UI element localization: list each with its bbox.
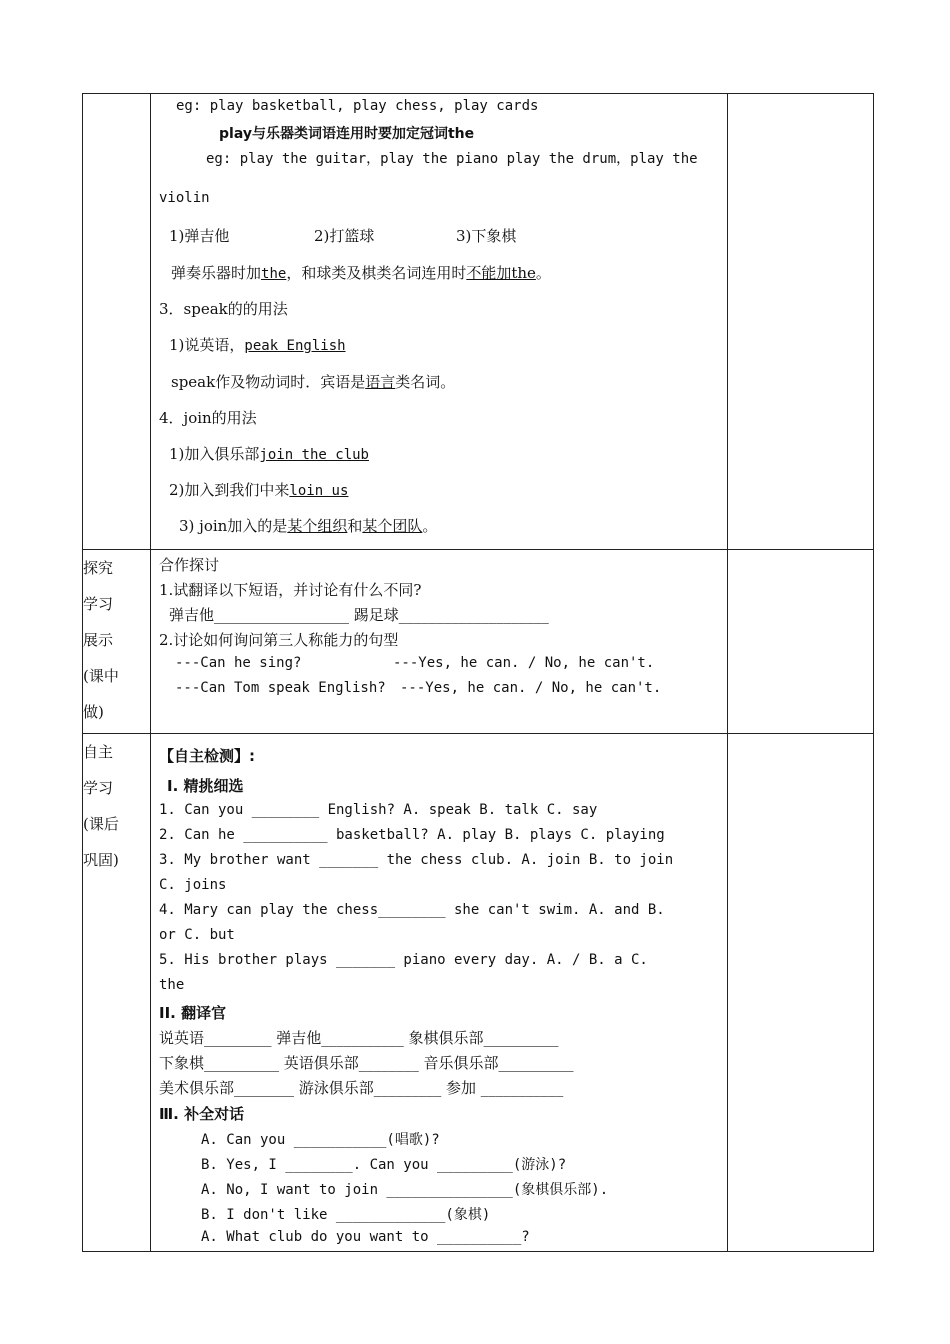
dialogue-line: B. Yes, I ________. Can you _________(游泳)? [201,1157,567,1173]
side-label-line: (课后 [83,815,119,833]
notes-cell [728,550,874,734]
section-heading: 3．speak的的用法 [159,300,288,318]
example-line: eg: play the guitar，play the piano play the drum，play the [206,151,698,167]
side-label-line: 做) [83,703,104,721]
dialogue-line: A. No, I want to join _______________(象棋俱乐部). [201,1182,609,1198]
section-heading: 合作探讨 [159,556,220,574]
side-label-line: 展示 [83,631,114,649]
side-label-self-study [83,734,151,1252]
phrase-3: 3)下象棋 [456,227,517,245]
content-cell-usage [151,94,728,550]
section-heading: Ⅲ. 补全对话 [159,1105,245,1123]
rule-note [179,515,437,536]
question-5-cont: the [159,977,185,993]
text: 2)加入到我们中来 [169,481,290,499]
dialogue-line: A. What club do you want to __________? [201,1229,530,1245]
text: ，和球类及棋类名词连用时 [286,264,467,282]
dialogue-line: B. I don't like _____________(象棋) [201,1207,491,1223]
translate-line: 说英语_________ 弹吉他___________ 象棋俱乐部__________ [159,1029,559,1047]
side-label-line: 巩固) [83,851,119,869]
section-heading: I. 精挑细选 [167,777,244,795]
phrase-2: 2)打篮球 [314,227,375,245]
underlined-text: join the club [259,447,369,463]
rule-note [171,262,551,283]
content-cell-self-check [151,734,728,1252]
text: 类名词。 [395,373,456,391]
dialogue-a: ---Yes, he can. / No, he can't. [400,680,662,696]
phrase-line [169,443,369,464]
section-heading: 【自主检测】: [159,747,255,765]
side-label-line: 探究 [83,559,114,577]
question-2: 2. Can he __________ basketball? A. play B. plays C. playing [159,827,665,843]
dialogue-line: A. Can you ___________(唱歌)? [201,1132,440,1148]
blank-line: 弹吉他__________________ 踢足球____________________ [169,606,549,624]
text: 3) join加入的是 [179,517,288,535]
phrase-line [169,479,348,500]
side-label-line: 学习 [83,779,114,797]
dialogue-q: ---Can he sing? [175,655,302,671]
rule-line: play与乐器类词语连用时要加定冠词the [219,126,475,142]
table-row [83,94,874,550]
content-cell-explore [151,550,728,734]
side-cell-empty [83,94,151,550]
notes-cell [728,94,874,550]
table-row [83,734,874,1252]
task-line: 1.试翻译以下短语，并讨论有什么不同? [159,581,422,599]
text: 1)说英语， [169,336,245,354]
underlined-text: loin us [289,483,349,499]
text: 。 [535,264,551,282]
underlined-text: peak English [244,338,346,354]
side-label-line: 自主 [83,743,114,761]
text: speak作及物动词时．宾语是 [171,373,366,391]
text: 和 [347,517,363,535]
translate-line: 美术俱乐部________ 游泳俱乐部_________ 参加 ___________ [159,1079,564,1097]
side-label-line: 学习 [83,595,114,613]
underlined-text: 语言 [365,373,396,391]
underlined-text: 某个组织 [287,517,348,535]
side-label-line: (课中 [83,667,119,685]
notes-cell [728,734,874,1252]
question-3: 3. My brother want _______ the chess club. A. join B. to join [159,852,674,868]
text: 弹奏乐器时加 [171,264,262,282]
dialogue-a: ---Yes, he can. / No, he can't. [393,655,655,671]
text: 1)加入俱乐部 [169,445,260,463]
underlined-text: the [261,266,287,282]
phrase-1: 1)弹吉他 [169,227,230,245]
side-label-explore [83,550,151,734]
question-4: 4. Mary can play the chess________ she can't swim. A. and B. [159,902,665,918]
question-1: 1. Can you ________ English? A. speak B. talk C. say [159,802,598,818]
table-row [83,550,874,734]
dialogue-q: ---Can Tom speak English? [175,680,386,696]
underlined-text: 某个团队 [362,517,423,535]
rule-note [171,371,455,392]
translate-line: 下象棋__________ 英语俱乐部________ 音乐俱乐部__________ [159,1054,574,1072]
question-3-cont: C. joins [159,877,227,893]
task-line: 2.讨论如何询问第三人称能力的句型 [159,631,399,649]
underlined-text: 不能加the [466,264,536,282]
phrase-line [169,334,346,355]
example-line-cont: violin [159,190,210,206]
text: 。 [422,517,438,535]
lesson-table [82,93,874,1252]
section-heading: II. 翻译官 [159,1004,227,1022]
question-4-cont: or C. but [159,927,235,943]
section-heading: 4．join的用法 [159,409,257,427]
example-line: eg: play basketball, play chess, play cards [176,98,539,114]
question-5: 5. His brother plays _______ piano every day. A. / B. a C. [159,952,648,968]
